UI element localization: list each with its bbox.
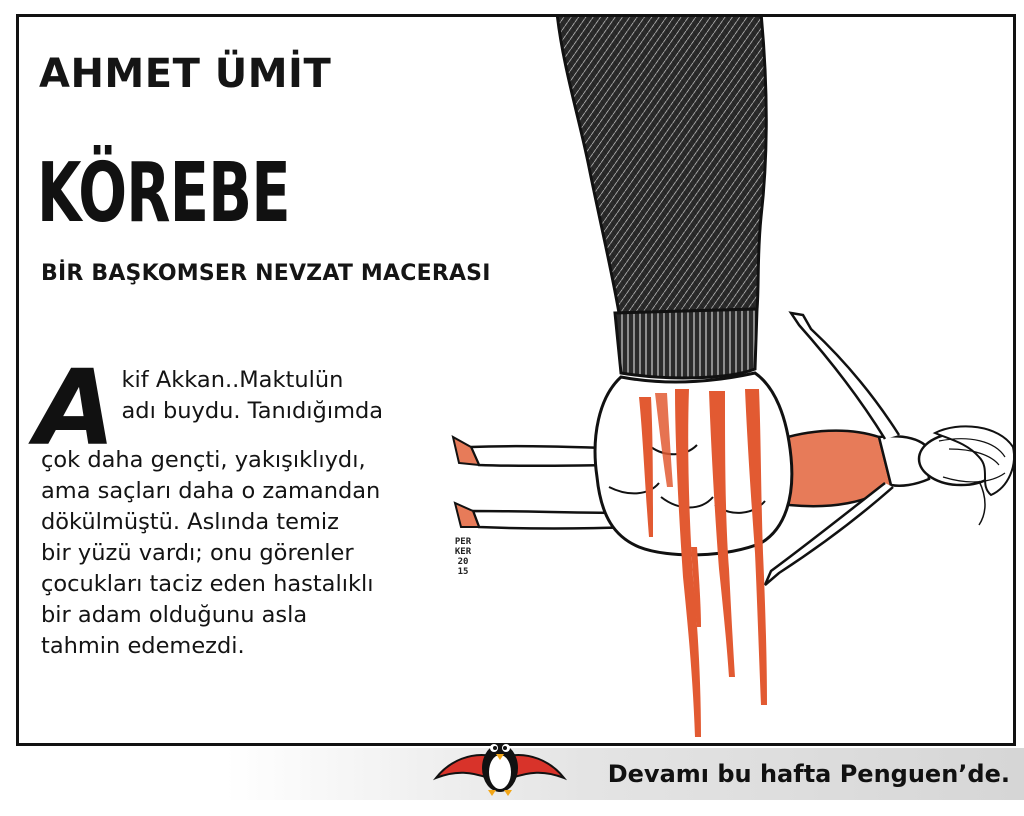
- story-line: bir adam olduğunu asla: [41, 602, 308, 628]
- story-line: bir yüzü vardı; onu görenler: [41, 540, 354, 566]
- fist: [595, 373, 792, 737]
- author-name: AHMET ÜMİT: [39, 51, 332, 97]
- story-line: çocukları taciz eden hastalıklı: [41, 571, 374, 597]
- story-line: ama saçları daha o zamandan: [41, 478, 381, 504]
- drop-cap: A: [35, 347, 116, 469]
- artist-signature: PER KER 20 15: [454, 537, 472, 577]
- story-line: adı buydu. Tanıdığımda: [121, 398, 384, 424]
- book-subtitle: BİR BAŞKOMSER NEVZAT MACERASI: [41, 261, 491, 286]
- story-excerpt: [35, 347, 461, 662]
- footer-text: Devamı bu hafta Penguen’de.: [607, 760, 1010, 788]
- hand-holding-woman-illustration: [439, 17, 1013, 743]
- story-line: tahmin edemezdi.: [41, 633, 245, 659]
- story-line: çok daha gençti, yakışıklıydı,: [41, 447, 366, 473]
- book-title: KÖREBE: [37, 146, 290, 241]
- story-line: dökülmüştü. Aslında temiz: [41, 509, 339, 535]
- jacket-sleeve: [557, 17, 766, 378]
- comic-panel: [16, 14, 1016, 746]
- story-line: kif Akkan..Maktulün: [121, 367, 344, 393]
- penguin-mascot-icon: [432, 726, 568, 798]
